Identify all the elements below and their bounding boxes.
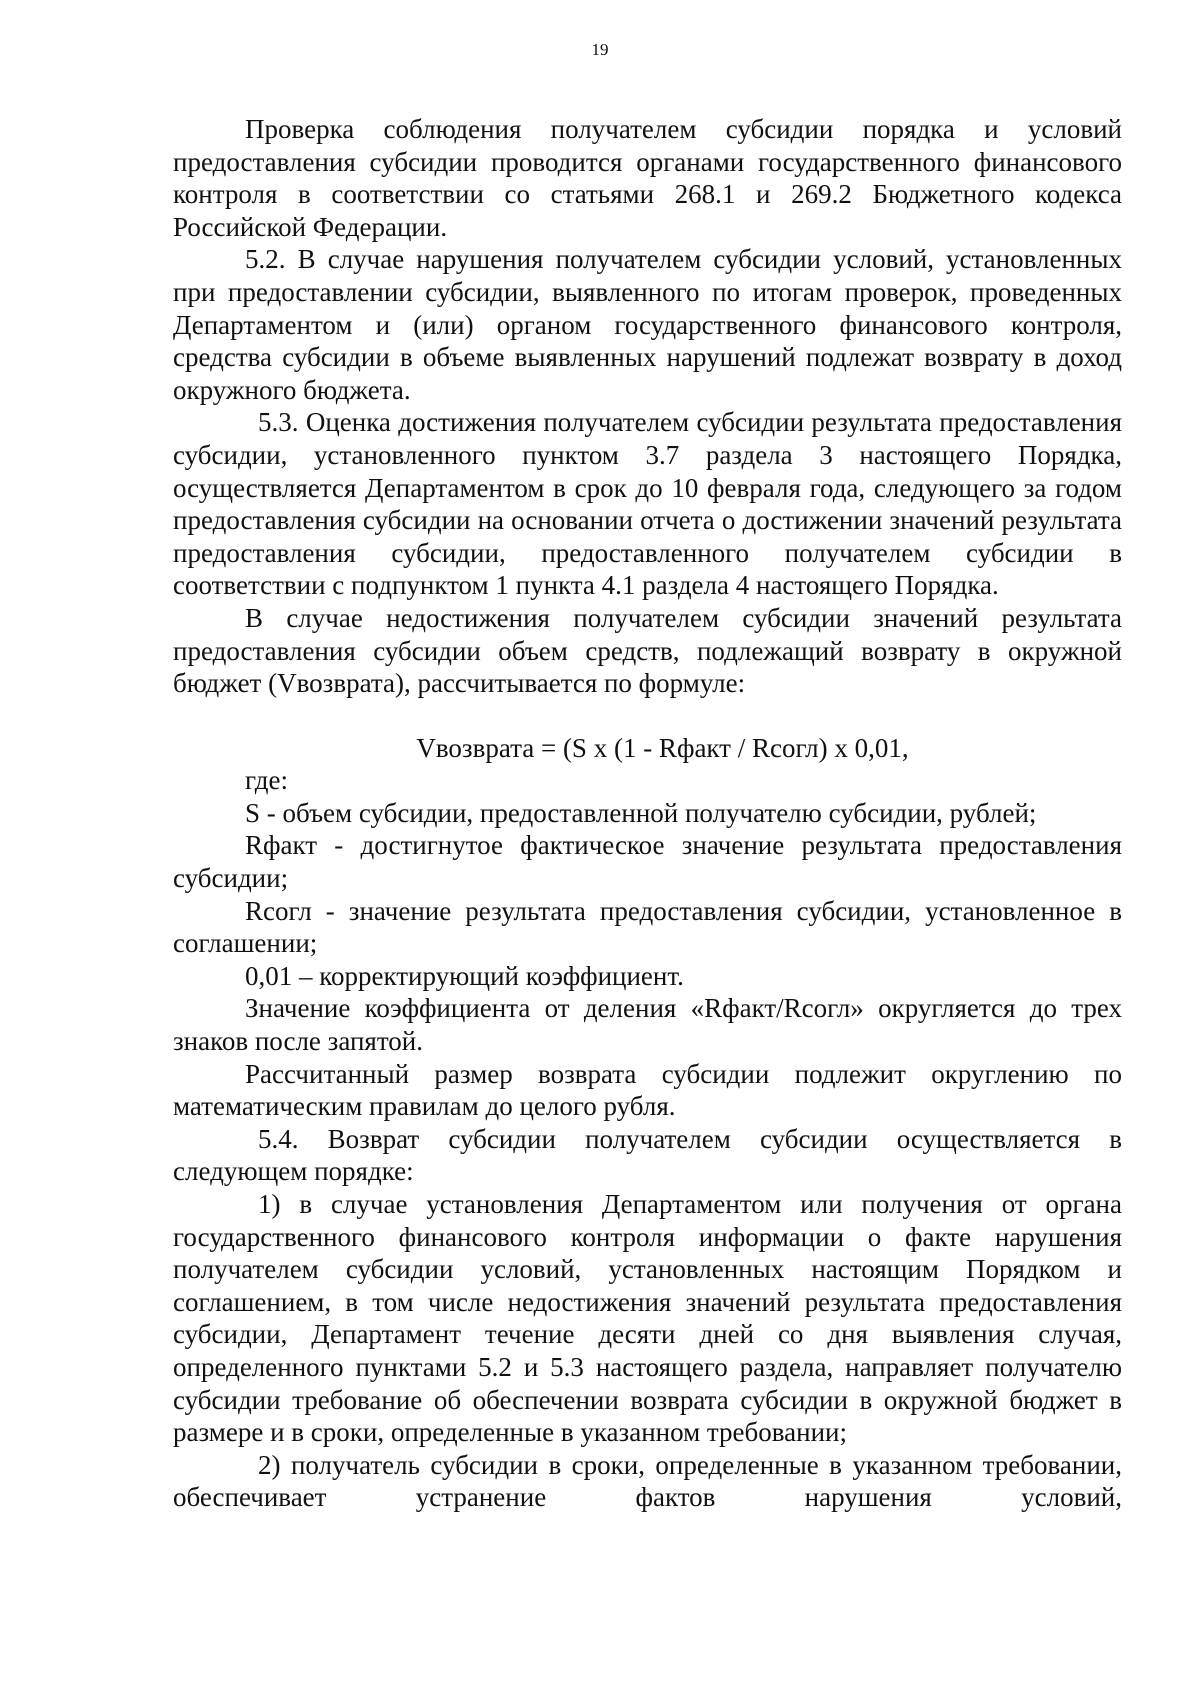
definition-r-agreed: Rсогл - значение результата предоставления субсидии, установленное в соглашении;: [173, 895, 1122, 959]
paragraph-audit-check: Проверка соблюдения получателем субсидии порядка и условий предоставления субсидии проводится органами государственного финансового контроля в соответствии со статьями 268.1 и 269.2 Бюджетного кодекса Российской Федерации.: [173, 114, 1122, 242]
definition-s: S - объем субсидии, предоставленной получателю субсидии, рублей;: [245, 797, 1037, 828]
definition-r-fact: Rфакт - достигнутое фактическое значение результата предоставления субсидии;: [173, 830, 1122, 894]
paragraph-5-4-item-2: 2) получатель субсидии в сроки, определенные в указанном требовании, обеспечивает устранение фактов нарушения условий,: [173, 1449, 1122, 1513]
paragraph-5-2: 5.2. В случае нарушения получателем субсидии условий, установленных при предоставлении субсидии, выявленного по итогам проверок, проведенных Департаментом и (или) органом государственного финансового контроля, средства субсидии в объеме выявленных нарушений подлежат возврату в доход окружного бюджета.: [173, 244, 1122, 405]
page-number: 19: [591, 40, 609, 59]
paragraph-refund-volume: В случае недостижения получателем субсидии значений результата предоставления субсидии объем средств, подлежащий возврату в окружной бюджет (Vвозврата), рассчитывается по формуле:: [173, 602, 1122, 699]
refund-formula: Vвозврата = (S x (1 - Rфакт / Rсогл) x 0,01,: [416, 732, 909, 763]
paragraph-5-3: 5.3. Оценка достижения получателем субсидии результата предоставления субсидии, установленного пунктом 3.7 раздела 3 настоящего Порядка, осуществляется Департаментом в срок до 10 февраля года, следующего за годом предоставления субсидии на основании отчета о достижении значений результата предоставления субсидии, предоставленного получателем субсидии в соответствии с подпунктом 1 пункта 4.1 раздела 4 настоящего Порядка.: [173, 407, 1122, 601]
document-body: [173, 113, 1122, 1514]
paragraph-rounding-coefficient: Значение коэффициента от деления «Rфакт/Rсогл» округляется до трех знаков после запятой.: [173, 993, 1122, 1057]
paragraph-rounding-amount: Рассчитанный размер возврата субсидии подлежит округлению по математическим правилам до целого рубля.: [173, 1058, 1122, 1122]
paragraph-where: где:: [245, 765, 288, 796]
paragraph-5-4: 5.4. Возврат субсидии получателем субсидии осуществляется в следующем порядке:: [173, 1123, 1122, 1187]
paragraph-5-4-item-1: 1) в случае установления Департаментом или получения от органа государственного финансового контроля информации о факте нарушения получателем субсидии условий, установленных настоящим Порядком и соглашением, в том числе недостижения значений результата предоставления субсидии, Департамент течение десяти дней со дня выявления случая, определенного пунктами 5.2 и 5.3 настоящего раздела, направляет получателю субсидии требование об обеспечении возврата субсидии в окружной бюджет в размере и в сроки, определенные в указанном требовании;: [173, 1189, 1122, 1448]
definition-coefficient: 0,01 – корректирующий коэффициент.: [245, 960, 684, 991]
